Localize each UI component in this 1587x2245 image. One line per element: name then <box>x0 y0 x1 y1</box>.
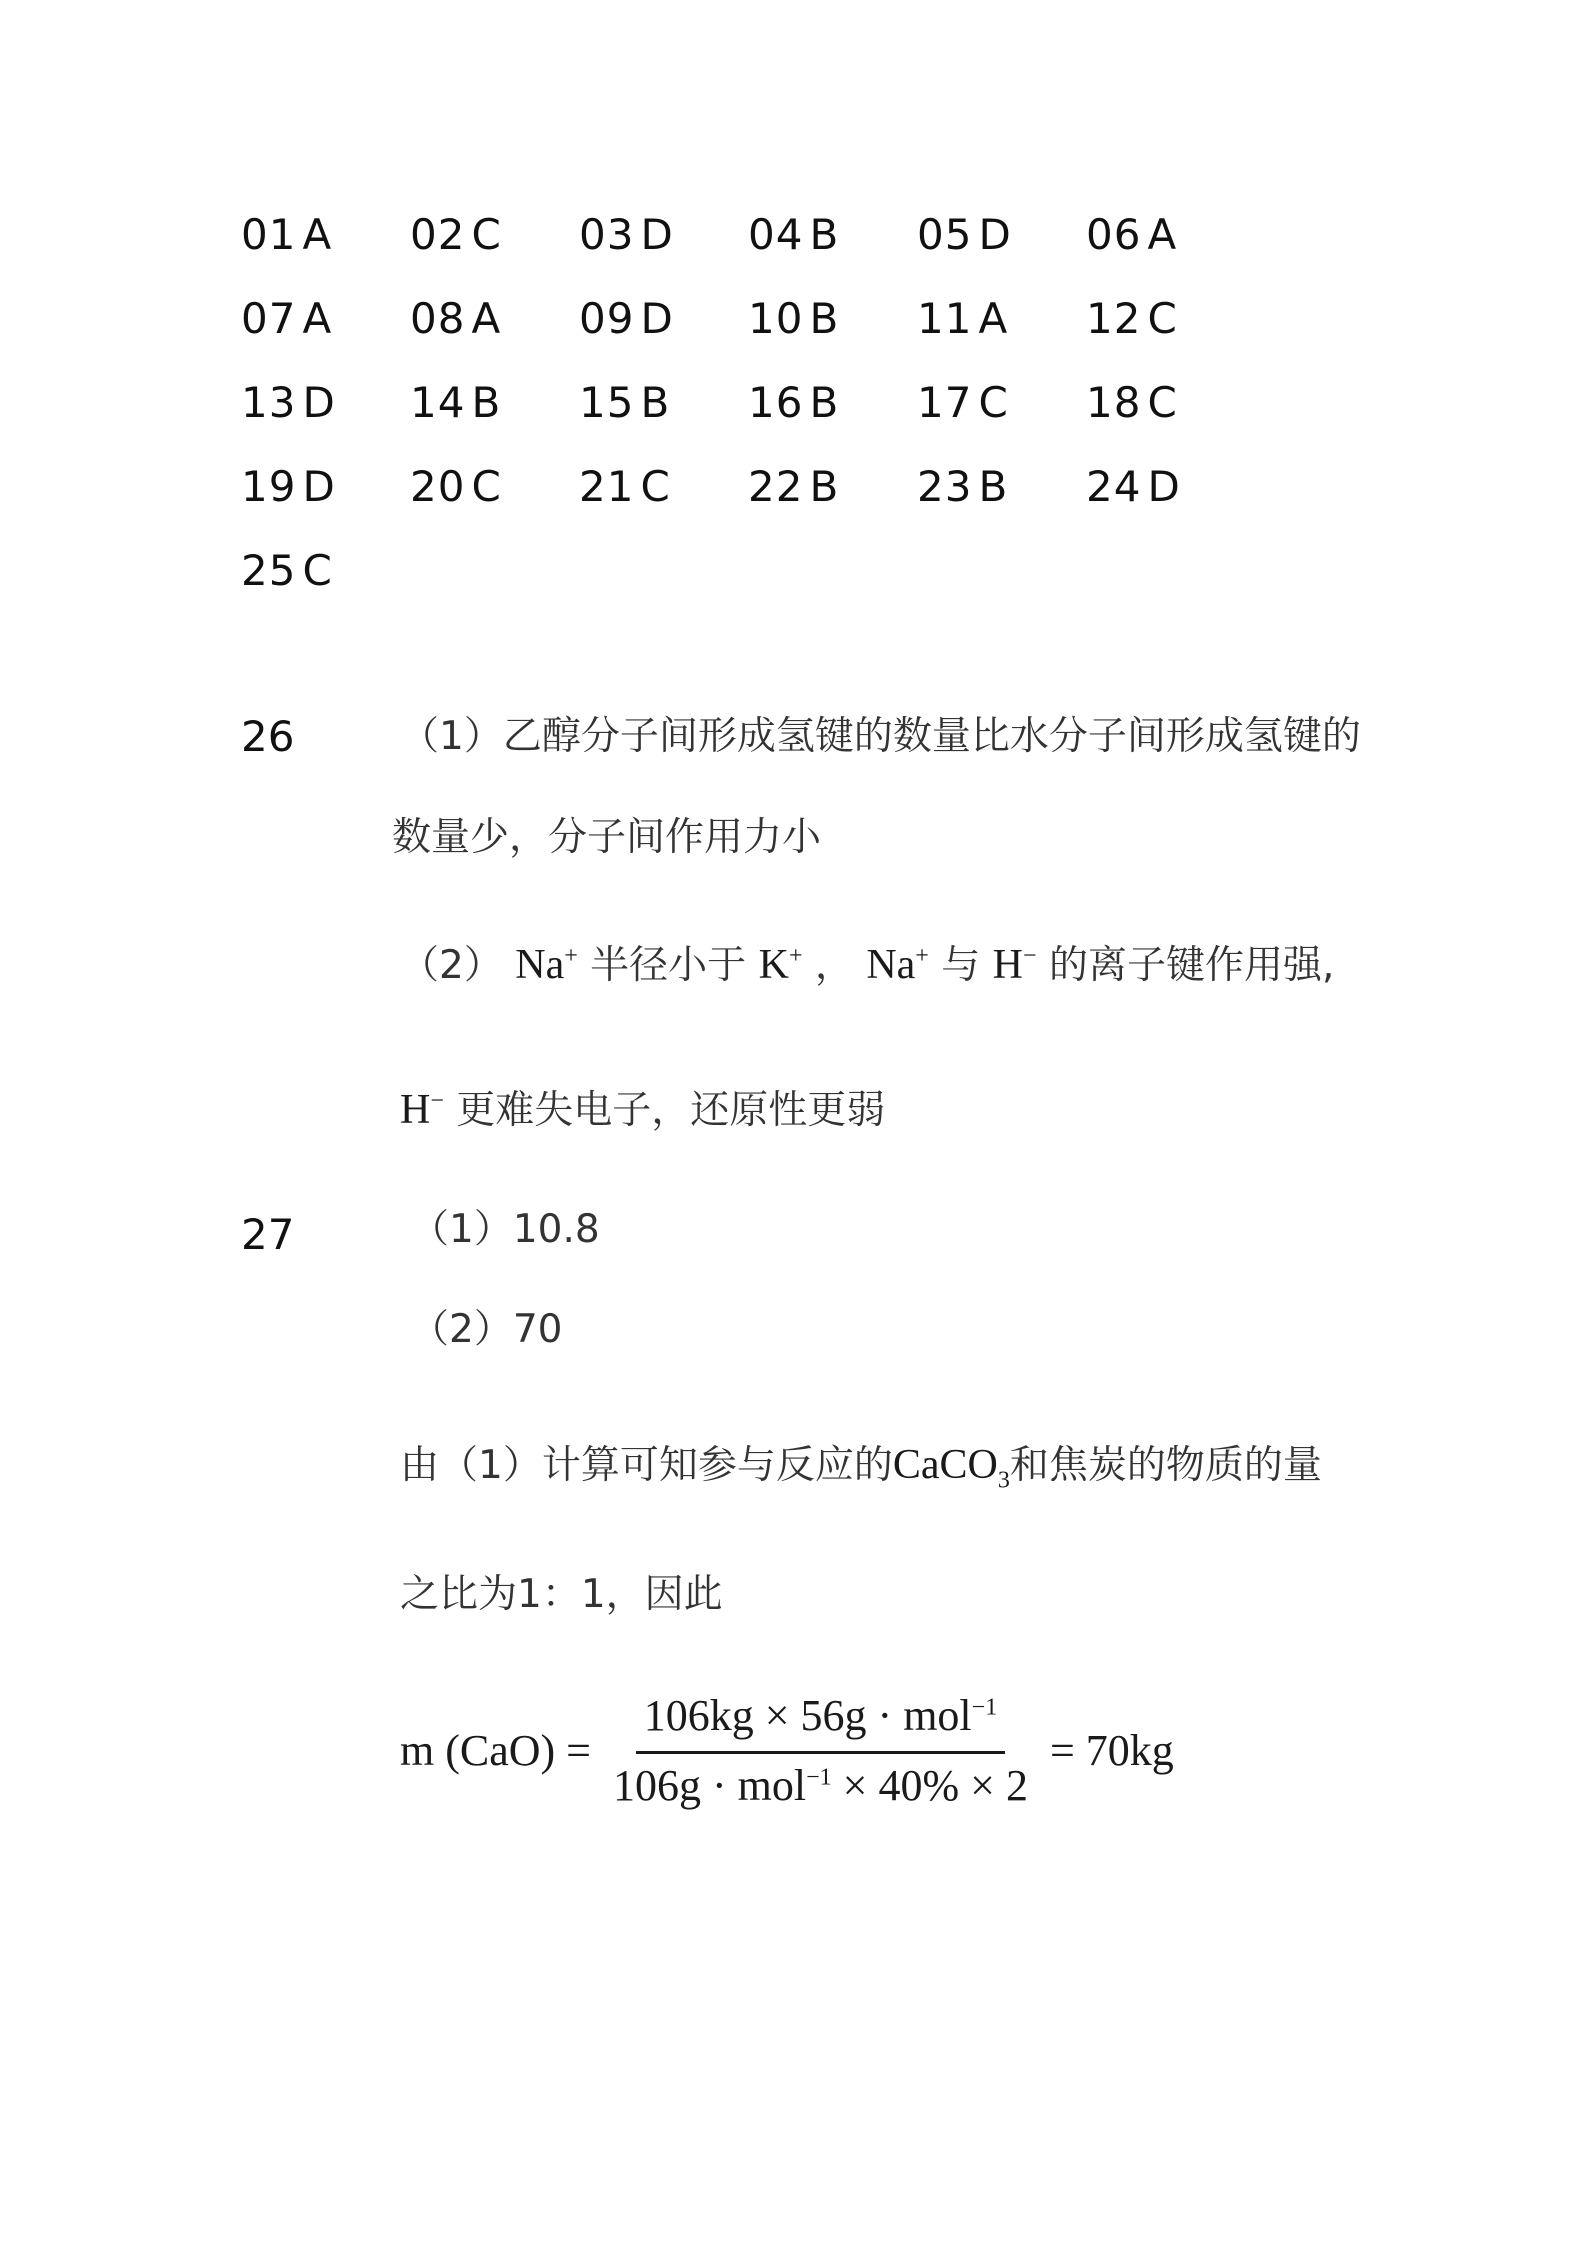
mc-question-number: 18 <box>1086 378 1142 427</box>
mc-question-number: 03 <box>579 210 635 259</box>
mc-question-number: 07 <box>241 294 297 343</box>
q26-part2-label: （2） <box>400 943 503 988</box>
formula-rhs: = 70kg <box>1049 1726 1174 1775</box>
sodium-ion <box>515 942 578 988</box>
mc-answer-item <box>1086 457 1255 541</box>
q26-part1-line1: （1）乙醇分子间形成氢键的数量比水分子间形成氢键的 <box>400 714 1361 759</box>
potassium-ion <box>759 942 803 988</box>
mc-answer-item <box>748 373 917 457</box>
caco-subscript: 3 <box>997 1467 1010 1494</box>
formula-lhs: m (CaO) = <box>400 1726 591 1775</box>
mc-answer-letter: C <box>302 546 332 595</box>
mc-answer-item <box>410 373 579 457</box>
mc-question-number: 14 <box>410 378 466 427</box>
mc-question-number: 22 <box>748 462 804 511</box>
mc-answer-item <box>1086 373 1255 457</box>
numerator-exponent: −1 <box>971 1694 998 1721</box>
mc-answer-item <box>241 457 410 541</box>
sodium-ion-2 <box>866 942 929 988</box>
mc-question-number: 08 <box>410 294 466 343</box>
mc-answer-item <box>241 289 410 373</box>
question-26-number: 26 <box>241 712 295 761</box>
numerator-text: 106kg × 56g · mol <box>643 1691 972 1740</box>
mc-answer-item <box>410 289 579 373</box>
q26-text-radius: 半径小于 <box>590 943 747 988</box>
sodium-symbol-2: Na <box>866 942 916 988</box>
mc-question-number: 16 <box>748 378 804 427</box>
mc-answer-letter: A <box>302 294 332 343</box>
mc-question-number: 04 <box>748 210 804 259</box>
mc-question-number: 12 <box>1086 294 1142 343</box>
mc-answer-item <box>579 457 748 541</box>
denominator-text-a: 106g · mol <box>613 1761 807 1810</box>
mc-question-number: 11 <box>917 294 973 343</box>
mc-question-number: 17 <box>917 378 973 427</box>
mc-answer-letter: B <box>978 462 1008 511</box>
mc-answer-item <box>748 289 917 373</box>
mc-answer-letter: C <box>1147 378 1177 427</box>
mc-answer-letter: D <box>640 294 673 343</box>
mc-answer-item <box>917 373 1086 457</box>
mc-answer-letter: D <box>302 462 335 511</box>
mc-answer-item <box>241 373 410 457</box>
hydride-symbol: H <box>992 942 1024 988</box>
mc-answer-letter: A <box>471 294 501 343</box>
hydride-ion-2 <box>400 1087 444 1133</box>
mc-answer-item <box>1086 289 1255 373</box>
mc-question-number: 19 <box>241 462 297 511</box>
calcium-carbonate <box>892 1442 1010 1494</box>
mc-answer-letter: C <box>471 462 501 511</box>
mc-question-number: 23 <box>917 462 973 511</box>
mc-question-number: 10 <box>748 294 804 343</box>
mc-question-number: 01 <box>241 210 297 259</box>
sodium-charge: + <box>564 943 578 969</box>
mc-answer-letter: D <box>1147 462 1180 511</box>
mc-answer-letter: B <box>809 210 839 259</box>
mc-question-number: 15 <box>579 378 635 427</box>
mc-question-number: 09 <box>579 294 635 343</box>
q26-text-ionic-bond: 的离子键作用强, <box>1048 943 1335 988</box>
q26-part2-line2 <box>400 1080 885 1141</box>
mc-question-number: 06 <box>1086 210 1142 259</box>
mc-answer-letter: A <box>1147 210 1177 259</box>
mc-answer-letter: C <box>640 462 670 511</box>
denominator-text-b: × 40% × 2 <box>831 1761 1028 1810</box>
q26-text-and: 与 <box>941 943 981 988</box>
q26-part1-line2: 数量少，分子间作用力小 <box>392 815 822 860</box>
mc-answer-item <box>241 205 410 289</box>
mc-answer-item <box>579 373 748 457</box>
mc-answer-letter: C <box>978 378 1008 427</box>
mc-answer-letter: D <box>302 378 335 427</box>
formula-denominator <box>605 1754 1036 1811</box>
mc-answer-letter: A <box>978 294 1008 343</box>
hydride-symbol-2: H <box>400 1087 431 1133</box>
sodium-symbol: Na <box>515 942 565 988</box>
mc-question-number: 24 <box>1086 462 1142 511</box>
mc-answer-item <box>748 457 917 541</box>
potassium-symbol: K <box>758 942 789 988</box>
mc-answer-letter: B <box>809 294 839 343</box>
mc-answer-letter: D <box>640 210 673 259</box>
sodium-charge-2: + <box>915 943 929 969</box>
q26-part2-line1 <box>400 935 1334 996</box>
q26-text-harder: 更难失电子，还原性更弱 <box>456 1088 886 1133</box>
q26-comma: ， <box>814 943 854 988</box>
caco-text: CaCO <box>892 1442 998 1488</box>
mc-answer-letter: B <box>809 462 839 511</box>
formula-numerator <box>636 1690 1005 1754</box>
mc-answer-item <box>748 205 917 289</box>
mc-answer-letter: D <box>978 210 1011 259</box>
q27-part1: （1）10.8 <box>410 1207 600 1252</box>
q27-explain-line2: 之比为1：1，因此 <box>400 1572 723 1617</box>
q27-explain-prefix: 由（1）计算可知参与反应的 <box>400 1443 893 1488</box>
mc-answer-letter: B <box>640 378 670 427</box>
hydride-charge: − <box>1023 943 1037 969</box>
potassium-charge: + <box>788 943 803 969</box>
mc-question-number: 21 <box>579 462 635 511</box>
mc-answer-item <box>917 457 1086 541</box>
mc-answer-letter: B <box>809 378 839 427</box>
mc-question-number: 25 <box>241 546 297 595</box>
cao-mass-formula <box>400 1690 1174 1811</box>
mc-answer-item <box>241 541 410 625</box>
formula-fraction <box>605 1690 1036 1811</box>
mc-question-number: 05 <box>917 210 973 259</box>
q27-explain-suffix: 和焦炭的物质的量 <box>1009 1443 1322 1488</box>
hydride-ion <box>993 942 1037 988</box>
mc-answer-item <box>917 289 1086 373</box>
mc-answer-item <box>917 205 1086 289</box>
mc-answer-letter: A <box>302 210 332 259</box>
question-27-number: 27 <box>241 1210 295 1259</box>
mc-answer-item <box>410 205 579 289</box>
mc-answer-letter: B <box>471 378 501 427</box>
mc-answer-item <box>1086 205 1255 289</box>
q27-explain-line1 <box>400 1435 1322 1496</box>
mc-answer-letter: C <box>1147 294 1177 343</box>
mc-answer-item <box>410 457 579 541</box>
multiple-choice-answers <box>241 205 1255 625</box>
hydride-charge-2: − <box>430 1088 444 1114</box>
q27-part2: （2）70 <box>410 1307 563 1352</box>
mc-question-number: 02 <box>410 210 466 259</box>
mc-answer-item <box>579 289 748 373</box>
mc-answer-item <box>579 205 748 289</box>
denominator-exponent: −1 <box>806 1764 832 1791</box>
mc-question-number: 20 <box>410 462 466 511</box>
mc-answer-letter: C <box>471 210 501 259</box>
mc-question-number: 13 <box>241 378 297 427</box>
